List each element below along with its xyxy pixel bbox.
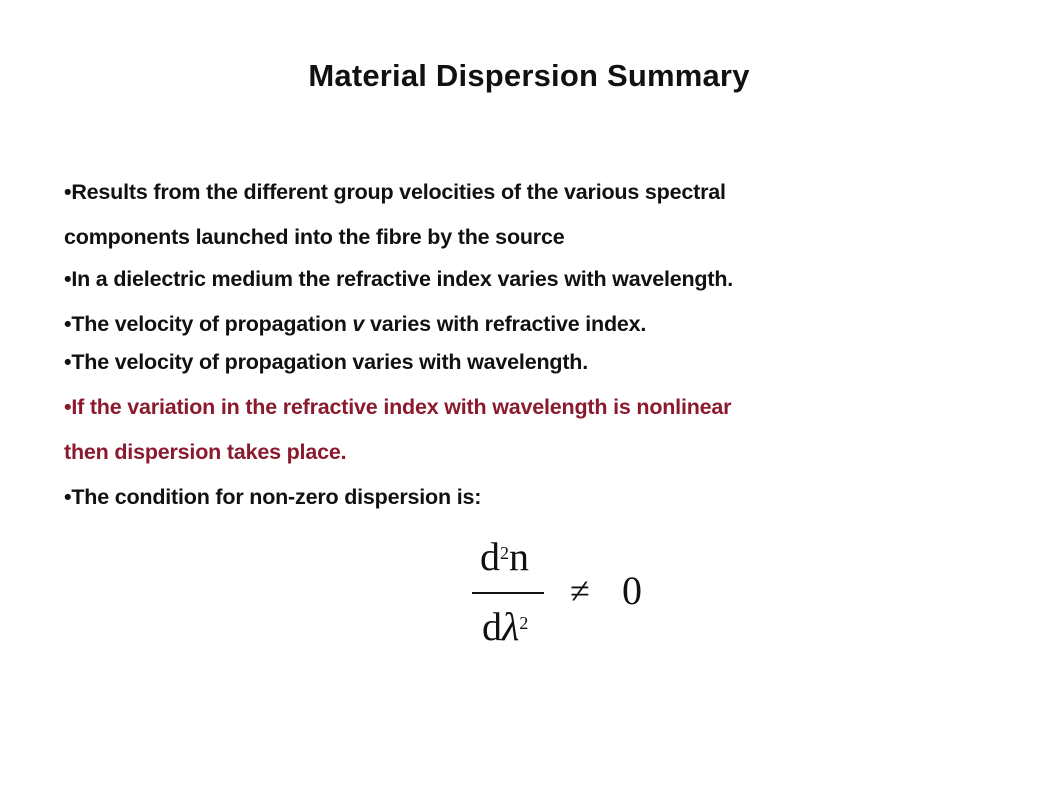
numerator: $d^2n$ — [480, 534, 529, 579]
bullet-line-highlight: •If the variation in the refractive index with wavelength is nonlinear — [64, 395, 732, 419]
bullet-line: •The velocity of propagation varies with wavelength. — [64, 350, 588, 374]
zero-value: 0 — [622, 568, 642, 613]
fraction — [470, 535, 550, 655]
dispersion-formula — [470, 535, 670, 655]
bullet-line: •Results from the different group velocities of the various spectral — [64, 180, 726, 204]
bullet-line: •The condition for non-zero dispersion is: — [64, 485, 482, 509]
denominator: $d\lambda^2$ — [482, 604, 529, 649]
fraction-bar — [472, 592, 544, 594]
velocity-variable: v — [352, 312, 365, 336]
slide-title: Material Dispersion Summary — [308, 58, 750, 93]
bullet-line: •In a dielectric medium the refractive index varies with wavelength. — [64, 267, 734, 291]
line-text-post: varies with refractive index. — [364, 312, 647, 336]
bullet-line: components launched into the fibre by the source — [64, 225, 565, 249]
bullet-line — [64, 312, 646, 337]
not-equal-symbol: ≠ — [570, 571, 590, 611]
line-text-pre: •The velocity of propagation — [64, 312, 353, 336]
bullet-line-highlight: then dispersion takes place. — [64, 440, 347, 464]
